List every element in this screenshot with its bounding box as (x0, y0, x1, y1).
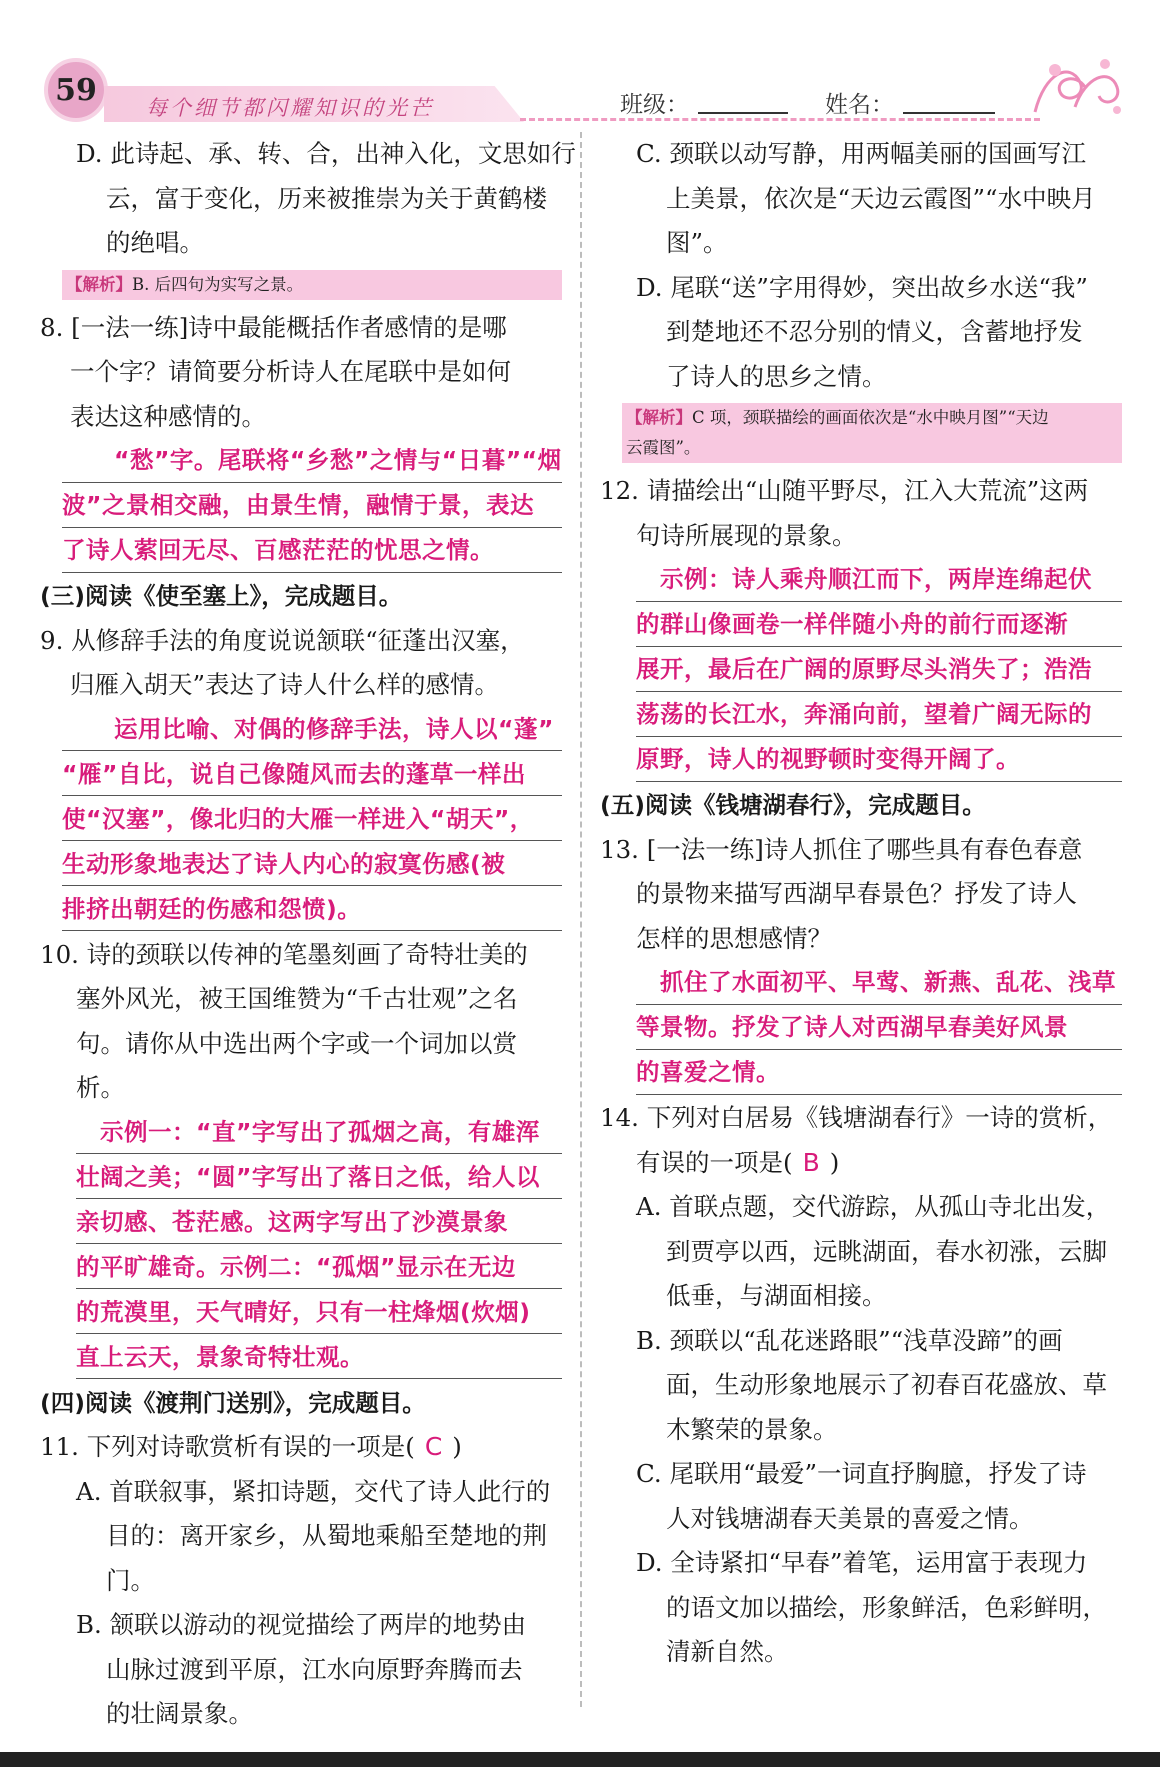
column-divider (580, 132, 582, 1707)
bottom-edge-bar (0, 1752, 1160, 1767)
q9-line: 归雁入胡天”表达了诗人什么样的感情。 (70, 670, 500, 699)
name-label: 姓名： (825, 92, 894, 118)
q14-option-a-line: A. 首联点题，交代游踪，从孤山寺北出发， (636, 1192, 1111, 1221)
q12-line: 12. 请描绘出“山随平野尽，江入大荒流”这两 (600, 476, 1089, 505)
q10-answer-line: 的平旷雄奇。示例二：“孤烟”显示在无边 (76, 1246, 562, 1290)
q7-option-d-line: D. 此诗起、承、转、合，出神入化，文思如行 (76, 139, 576, 168)
flourish-ornament-icon (1025, 52, 1125, 122)
q13-answer-line: 抓住了水面初平、早莺、新燕、乱花、浅草 (636, 961, 1122, 1005)
q14-option-d-line: 的语文加以描绘，形象鲜活，色彩鲜明， (666, 1592, 1107, 1622)
explanation-tag: 【解析】 (66, 274, 132, 294)
q11-option-c-line: 上美景，依次是“天边云霞图”“水中映月 (666, 183, 1096, 213)
explanation-text: C 项，颈联描绘的画面依次是“水中映月图”“天边 (692, 408, 1049, 427)
q11-stem-close: ) (452, 1432, 462, 1461)
q14-stem-close: ) (829, 1147, 840, 1177)
q10-line: 句。请你从中选出两个字或一个词加以赏 (76, 1028, 517, 1058)
q11-option-b-line: 山脉过渡到平原，江水向原野奔腾而去 (106, 1654, 523, 1684)
q10-line: 10. 诗的颈联以传神的笔墨刻画了奇特壮美的 (40, 939, 528, 969)
q11-option-b-line: 的壮阔景象。 (106, 1699, 253, 1728)
q11-stem (40, 1425, 562, 1470)
q8-answer-line: 了诗人萦回无尽、百感茫茫的忧思之情。 (62, 529, 562, 573)
q8-answer-line: “愁”字。尾联将“乡愁”之情与“日暮”“烟 (62, 439, 562, 483)
q10-answer-line: 示例一：“直”字写出了孤烟之高，有雄浑 (76, 1111, 562, 1155)
q13-answer-line: 等景物。抒发了诗人对西湖早春美好风景 (636, 1006, 1122, 1050)
class-label: 班级： (620, 92, 689, 118)
q11-option-a-line: 门。 (106, 1565, 155, 1595)
q9-answer-line: “雁”自比，说自己像随风而去的蓬草一样出 (62, 753, 562, 797)
q14-option-c-line: C. 尾联用“最爱”一词直抒胸臆，抒发了诗 (636, 1459, 1087, 1488)
q7-explanation (62, 270, 562, 300)
q12-answer-line: 展开，最后在广阔的原野尽头消失了；浩浩 (636, 648, 1122, 692)
q14-stem (600, 1141, 1122, 1186)
q10-line: 析。 (76, 1073, 125, 1102)
q9-answer-line: 使“汉塞”，像北归的大雁一样进入“胡天”， (62, 798, 562, 842)
q11-option-d-line: 到楚地还不忍分别的情义，含蓄地抒发 (666, 317, 1083, 346)
q14-option-d-line: 清新自然。 (666, 1637, 789, 1666)
q10-line: 塞外风光，被王国维赞为“千古壮观”之名 (76, 984, 518, 1013)
q9-answer-line: 生动形象地表达了诗人内心的寂寞伤感(被 (62, 843, 562, 887)
section-5-heading: (五)阅读《钱塘湖春行》，完成题目。 (600, 791, 986, 819)
section-4-heading: (四)阅读《渡荆门送别》，完成题目。 (40, 1388, 426, 1417)
q14-option-b-line: B. 颈联以“乱花迷路眼”“浅草没蹄”的画 (636, 1325, 1063, 1355)
q13-line: 怎样的思想感情？ (636, 923, 832, 953)
q8-line: 表达这种感情的。 (70, 401, 266, 431)
q9-line: 9. 从修辞手法的角度说说颔联“征蓬出汉塞， (40, 625, 525, 655)
q8-answer-line: 波”之景相交融，由景生情，融情于景，表达 (62, 484, 562, 528)
q11-option-c-line: C. 颈联以动写静，用两幅美丽的国画写江 (636, 139, 1086, 168)
q14-option-d-line: D. 全诗紧扣“早春”着笔，运用富于表现力 (636, 1548, 1088, 1577)
q10-answer-line: 直上云天，景象奇特壮观。 (76, 1336, 562, 1380)
page-header (0, 0, 1160, 130)
class-field[interactable] (698, 112, 788, 114)
q7-option-d-line: 云，富于变化，历来被推崇为关于黄鹤楼 (106, 183, 547, 213)
q8-line: 8. [一法一练]诗中最能概括作者感情的是哪 (40, 312, 507, 342)
explanation-text-cont: 云霞图”。 (626, 438, 701, 457)
name-field[interactable] (903, 112, 995, 114)
q12-answer-line: 示例：诗人乘舟顺江而下，两岸连绵起伏 (636, 558, 1122, 602)
q10-answer-line: 的荒漠里，天气晴好，只有一柱烽烟(炊烟) (76, 1291, 562, 1335)
q7-option-d-line: 的绝唱。 (106, 228, 204, 257)
page-number: 59 (44, 58, 108, 122)
q14-answer-choice: B (802, 1147, 820, 1177)
q11-option-a-line: 目的：离开家乡，从蜀地乘船至楚地的荆 (106, 1521, 547, 1550)
q14-option-c-line: 人对钱塘湖春天美景的喜爱之情。 (666, 1503, 1034, 1533)
q8-line: 一个字？请简要分析诗人在尾联中是如何 (70, 357, 511, 386)
q9-answer-line: 运用比喻、对偶的修辞手法，诗人以“蓬” (62, 708, 562, 752)
q13-answer-line: 的喜爱之情。 (636, 1051, 1122, 1095)
q11-option-a-line: A. 首联叙事，紧扣诗题，交代了诗人此行的 (76, 1476, 551, 1506)
q12-answer-line: 荡荡的长江水，奔涌向前，望着广阔无际的 (636, 693, 1122, 737)
q13-line: 的景物来描写西湖早春景色？抒发了诗人 (636, 879, 1077, 908)
q11-option-d-line: 了诗人的思乡之情。 (666, 361, 887, 391)
q12-line: 句诗所展现的景象。 (636, 520, 857, 550)
q11-stem-text: 11. 下列对诗歌赏析有误的一项是( (40, 1432, 415, 1461)
q14-option-a-line: 到贾亭以西，远眺湖面，春水初涨，云脚 (666, 1236, 1107, 1266)
explanation-text: B. 后四句为实写之景。 (132, 274, 304, 294)
q12-answer-line: 的群山像画卷一样伴随小舟的前行而逐渐 (636, 603, 1122, 647)
header-slogan: 每个细节都闪耀知识的光芒 (146, 96, 434, 120)
q14-option-b-line: 木繁荣的景象。 (666, 1414, 838, 1444)
q10-answer-line: 壮阔之美；“圆”字写出了落日之低，给人以 (76, 1156, 562, 1200)
right-column (600, 132, 1122, 1675)
left-column (40, 132, 576, 1737)
q14-line: 14. 下列对白居易《钱塘湖春行》一诗的赏析， (600, 1103, 1113, 1132)
q10-answer-line: 亲切感、苍茫感。这两字写出了沙漠景象 (76, 1201, 562, 1245)
q11-option-b-line: B. 颔联以游动的视觉描绘了两岸的地势由 (76, 1610, 527, 1639)
q9-answer-line: 排挤出朝廷的伤感和怨愤)。 (62, 888, 562, 932)
q11-option-c-line: 图”。 (666, 228, 728, 257)
q14-stem-text: 有误的一项是( (636, 1147, 793, 1177)
q11-option-d-line: D. 尾联“送”字用得妙，突出故乡水送“我” (636, 272, 1088, 302)
section-3-heading: (三)阅读《使至塞上》，完成题目。 (40, 582, 403, 610)
explanation-tag: 【解析】 (626, 408, 692, 427)
q13-line: 13. [一法一练]诗人抓住了哪些具有春色春意 (600, 834, 1083, 864)
q14-option-a-line: 低垂，与湖面相接。 (666, 1281, 887, 1310)
header-dashed-line (520, 118, 1040, 121)
q14-option-b-line: 面，生动形象地展示了初春百花盛放、草 (666, 1370, 1107, 1399)
q12-answer-line: 原野，诗人的视野顿时变得开阔了。 (636, 738, 1122, 782)
q11-answer-choice: C (424, 1432, 443, 1461)
q11-explanation (622, 403, 1122, 463)
